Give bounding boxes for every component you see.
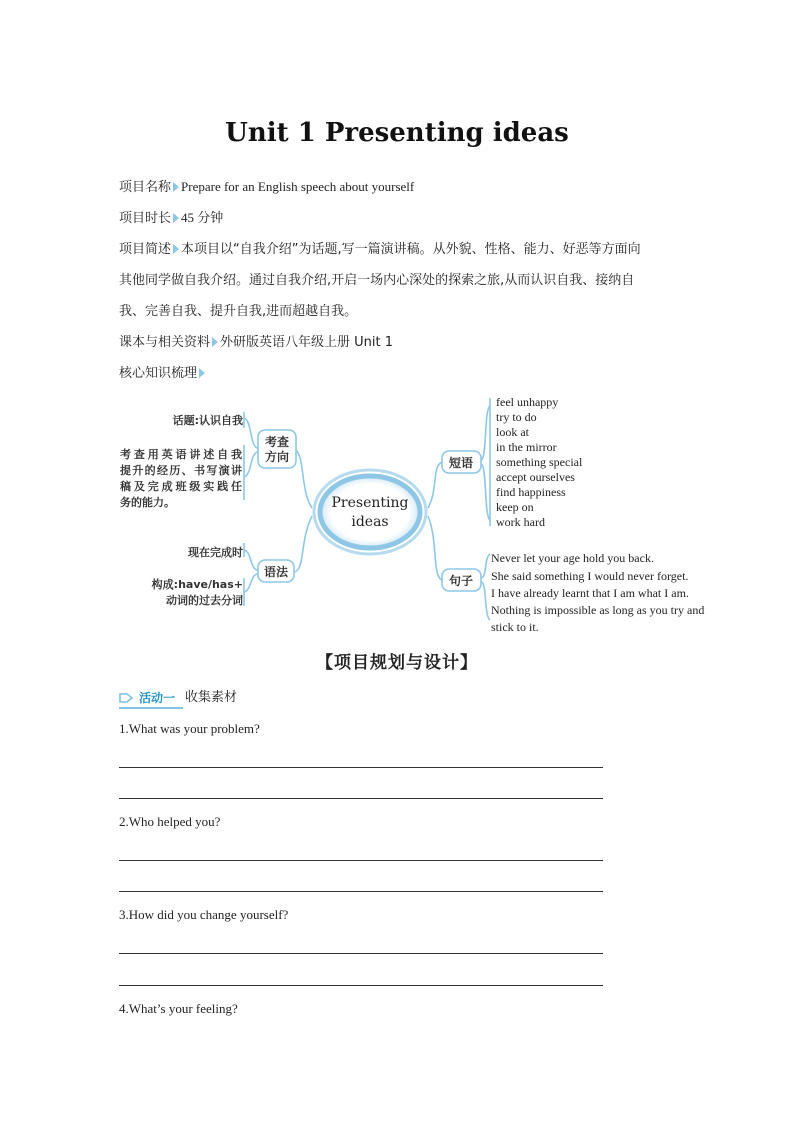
phrase-item: in the mirror (496, 440, 557, 454)
summary-line-2: 其他同学做自我介绍。通过自我介绍,开启一场内心深处的探索之旅,从而认识自我、接纳自 (119, 273, 635, 288)
summary-paragraph (119, 234, 679, 327)
node-exam-direction-line-2: 方向 (264, 450, 290, 464)
grammar-tense-text: 现在完成时 (188, 546, 243, 559)
summary-line-3: 我、完善自我、提升自我,进而超越自我。 (119, 304, 358, 319)
triangle-marker-icon (173, 182, 179, 192)
answer-line[interactable] (119, 860, 603, 861)
summary-label: 项目简述 (119, 242, 172, 257)
phrase-item: try to do (496, 410, 537, 424)
ability-line-2: 提升的经历、书写演讲 (120, 464, 242, 477)
answer-line[interactable] (119, 767, 603, 768)
answer-line[interactable] (119, 891, 603, 892)
mind-map (0, 390, 794, 640)
sentence-item: Nothing is impossible as long as you try and (491, 603, 705, 617)
duration-label: 项目时长 (119, 211, 172, 226)
sentence-item: Never let your age hold you back. (491, 551, 654, 565)
center-label-line-1: Presenting (331, 495, 409, 511)
sentence-item: I have already learnt that I am what I am. (491, 586, 689, 600)
answer-line[interactable] (119, 953, 603, 954)
ability-line-4: 务的能力。 (120, 496, 175, 509)
question-2: 2.Who helped you? (119, 814, 221, 829)
triangle-marker-icon (173, 213, 179, 223)
grammar-form-line-2: 动词的过去分词 (166, 594, 243, 607)
activity-badge (119, 689, 183, 709)
triangle-marker-icon (212, 337, 218, 347)
question-3: 3.How did you change yourself? (119, 907, 289, 922)
activity-title: 收集素材 (185, 690, 238, 705)
triangle-marker-icon (199, 368, 205, 378)
phrase-item: find happiness (496, 485, 566, 499)
phrase-item: accept ourselves (496, 470, 575, 484)
center-label-line-2: ideas (351, 514, 389, 530)
question-4: 4.What’s your feeling? (119, 1001, 238, 1016)
node-phrases-label: 短语 (448, 456, 474, 470)
phrase-item: work hard (496, 515, 545, 529)
triangle-marker-icon (173, 244, 179, 254)
grammar-form-line-1: 构成:have/has+ (151, 578, 243, 591)
project-name-label: 项目名称 (119, 180, 172, 195)
node-grammar-label: 语法 (263, 565, 289, 579)
duration-value: 45 分钟 (181, 210, 224, 225)
materials-value: 外研版英语八年级上册 Unit 1 (220, 335, 394, 350)
topic-text: 话题:认识自我 (172, 414, 243, 427)
arrow-badge-icon (119, 691, 133, 705)
ability-line-3: 稿及完成班级实践任 (120, 480, 242, 493)
core-knowledge-label: 核心知识梳理 (119, 366, 198, 381)
phrase-item: something special (496, 455, 583, 469)
ability-line-1: 考查用英语讲述自我 (120, 448, 242, 461)
core-knowledge-row (119, 365, 207, 383)
answer-line[interactable] (119, 798, 603, 799)
phrase-item: keep on (496, 500, 534, 514)
center-node (320, 476, 420, 548)
phrase-item: look at (496, 425, 529, 439)
materials-label: 课本与相关资料 (119, 335, 211, 350)
activity-badge-label: 活动一 (139, 691, 176, 705)
summary-line-1: 本项目以“自我介绍”为话题,写一篇演讲稿。从外貌、性格、能力、好恶等方面向 (181, 242, 641, 257)
node-sentences-label: 句子 (448, 574, 474, 588)
question-1: 1.What was your problem? (119, 721, 260, 736)
sentence-item: stick to it. (491, 620, 539, 634)
sentence-item: She said something I would never forget. (491, 569, 689, 583)
materials-row (119, 334, 393, 352)
answer-line[interactable] (119, 985, 603, 986)
project-name-row (119, 178, 414, 197)
phrase-item: feel unhappy (496, 395, 559, 409)
activity-header (119, 686, 237, 706)
duration-row (119, 209, 223, 228)
project-name-value: Prepare for an English speech about yourself (181, 179, 415, 194)
node-exam-direction-line-1: 考查 (264, 435, 290, 449)
section-heading: 【项目规划与设计】 (316, 653, 478, 673)
page-title: Unit 1 Presenting ideas (225, 118, 569, 148)
